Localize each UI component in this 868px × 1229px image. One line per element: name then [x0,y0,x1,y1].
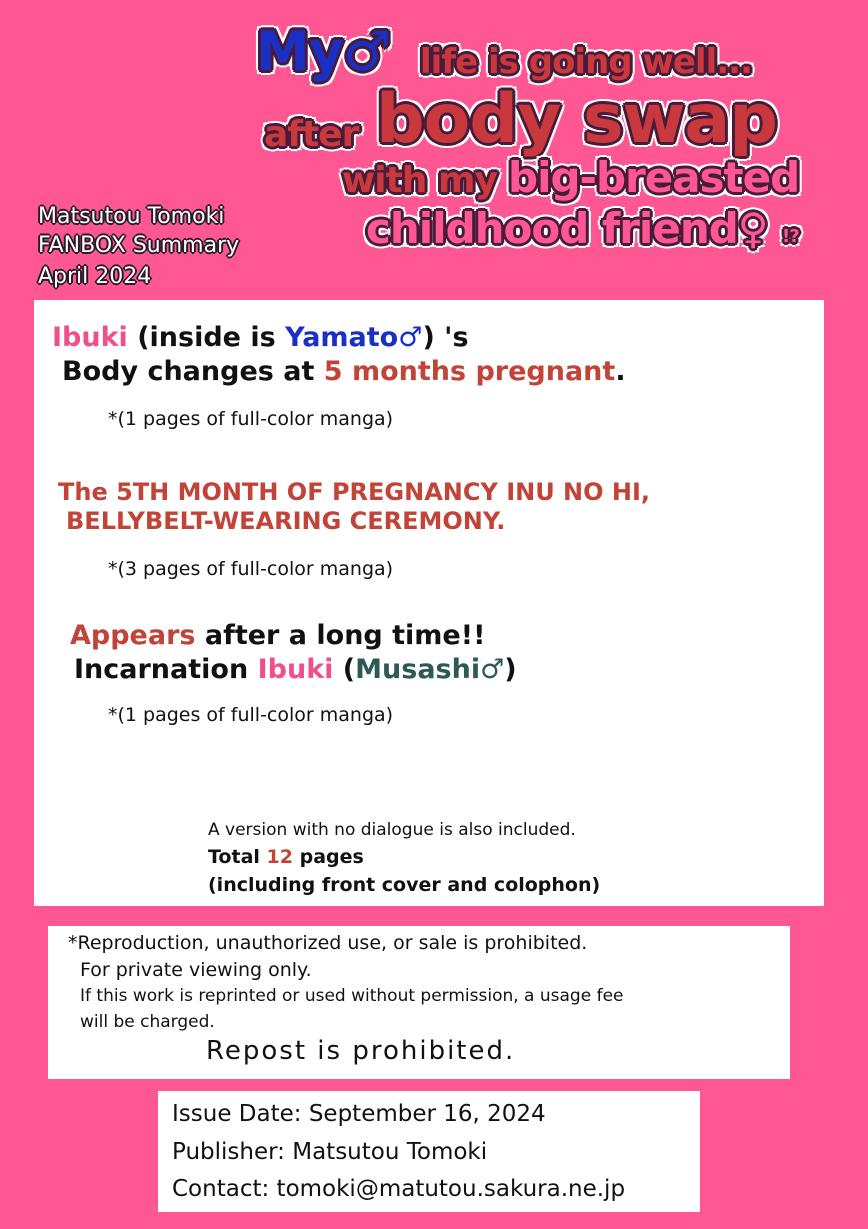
notice-line4: will be charged. [80,1012,215,1032]
item2-heading-line1: The 5TH MONTH OF PREGNANCY INU NO HI, [58,478,651,506]
title-line2-after: after [264,114,359,155]
item1-end: ) 's [422,322,469,353]
title-line1-my: My♂ [256,20,391,83]
author-name: Matsutou Tomoki [38,204,225,229]
item1-name: Ibuki [52,322,128,353]
title-line4-friend: childhood friend♀ [366,204,768,253]
title-line3-bigbreasted: big-breasted [508,153,800,202]
item3-line2a: Incarnation [74,654,258,685]
repost-prohibited: Repost is prohibited. [206,1036,516,1066]
item3-heading-line2 [74,654,517,685]
total-label: Total [208,846,267,868]
colophon-panel [158,1091,700,1212]
item3-line2e: ) [504,654,517,685]
item3-appears: Appears [70,620,196,651]
title-line4-exclaim: !? [782,226,799,247]
item1-line2a: Body changes at [62,356,324,387]
notice-line1: *Reproduction, unauthorized use, or sale is prohibited. [68,932,588,954]
item3-line2c: ( [333,654,356,685]
item1-heading-line2 [62,356,626,387]
total-unit: pages [292,846,364,868]
contact: Contact: tomoki@matutou.sakura.ne.jp [172,1176,626,1202]
author-summary: FANBOX Summary [38,233,240,258]
total-number: 12 [266,846,293,868]
item3-note: *(1 pages of full-color manga) [108,704,394,726]
item1-note: *(1 pages of full-color manga) [108,408,394,430]
title-line2-bodyswap: body swap [376,80,777,159]
item3-musashi: Musashi♂ [355,654,505,685]
item3-ibuki: Ibuki [257,654,334,685]
total-pages [208,846,364,868]
notice-panel [48,926,790,1079]
publisher: Publisher: Matsutou Tomoki [172,1139,488,1165]
contents-panel [34,300,824,906]
item3-heading-line1 [70,620,485,651]
author-date: April 2024 [38,264,152,289]
item1-line2c: . [615,356,626,387]
item1-heading-line1 [52,322,469,353]
item2-heading-line2: BELLYBELT-WEARING CEREMONY. [66,507,506,535]
item2-note: *(3 pages of full-color manga) [108,558,394,580]
title-line1-life: life is going well... [420,42,752,82]
version-note: A version with no dialogue is also included. [208,820,576,840]
notice-line3: If this work is reprinted or used without permission, a usage fee [80,986,624,1006]
item1-inner: Yamato♂ [285,322,423,353]
item1-mid: (inside is [127,322,286,353]
item3-line1b: after a long time!! [195,620,486,651]
item1-line2b: 5 months pregnant [323,356,616,387]
total-note: (including front cover and colophon) [208,874,601,896]
notice-line2: For private viewing only. [80,959,312,981]
issue-date: Issue Date: September 16, 2024 [172,1101,546,1127]
title-line3-withmy: with my [342,160,497,201]
